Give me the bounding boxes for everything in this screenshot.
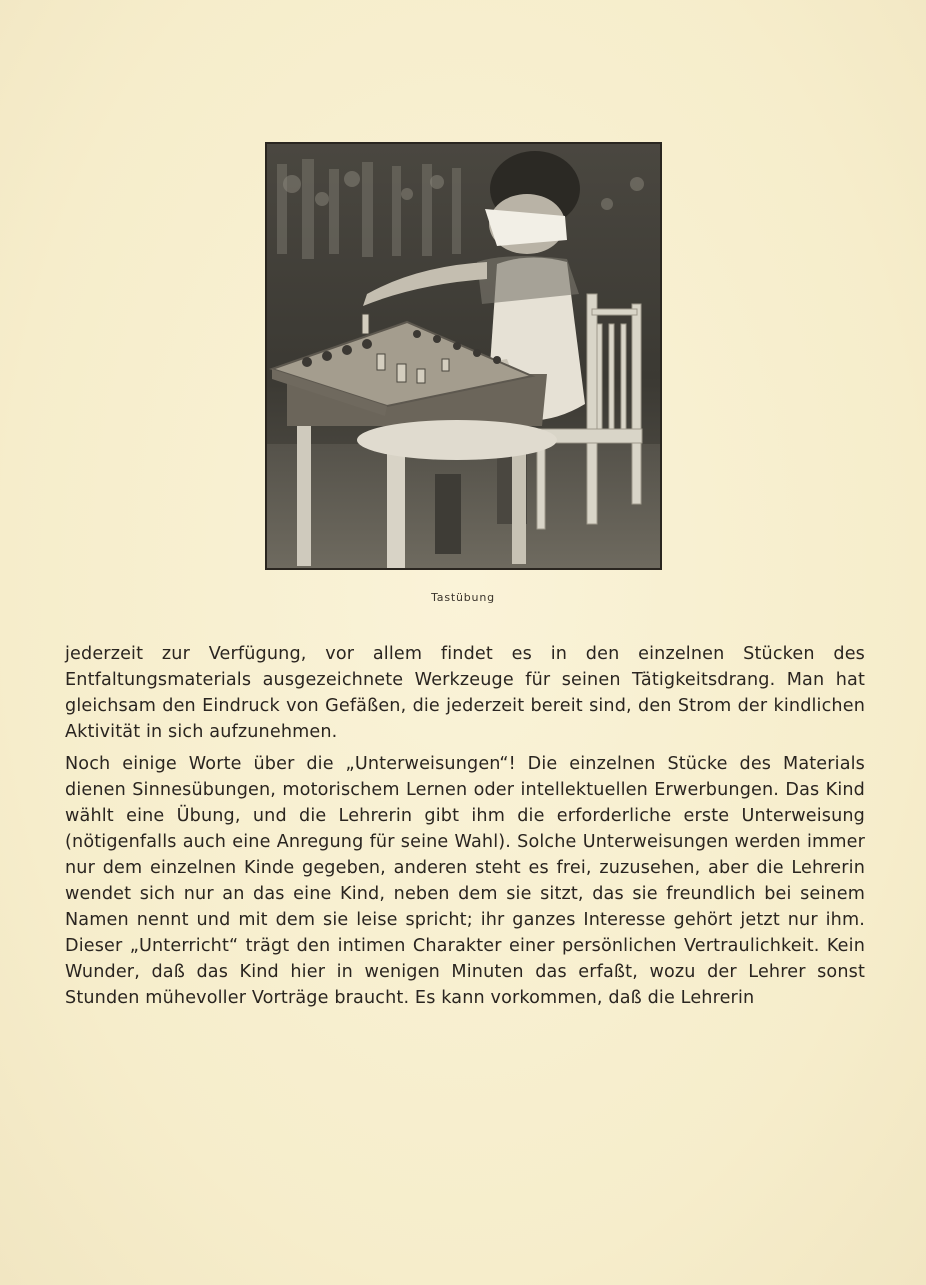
paragraph-1: jederzeit zur Verfügung, vor allem findet es in den einzelnen Stücken des Entfaltungsmaterials ausgezeichnete Werkzeuge für seinen Tätigkeitsdrang. Man hat gleichsam den Eindruck von Gefäßen, die jederzeit bereit sind, den Strom der kindlichen Aktivität in sich aufzunehmen. bbox=[65, 644, 865, 742]
body-text bbox=[65, 641, 865, 1011]
photo-illustration bbox=[267, 144, 660, 568]
paragraph-2: Noch einige Worte über die „Unterweisungen“! Die einzelnen Stücke des Materials dienen Sinnesübungen, motorischem Lernen oder intellektuellen Erwerbungen. Das Kind wählt eine Übung, und die Lehrerin gibt ihm die erforderliche erste Unterweisung (nötigenfalls auch eine Anregung für seine Wahl). Solche Unterweisungen werden immer nur dem einzelnen Kinde gegeben, anderen steht es frei, zuzusehen, aber die Lehrerin wendet sich nur an das eine Kind, neben dem sie sitzt, das sie freundlich bei seinem Namen nennt und mit dem sie leise spricht; ihr ganzes Interesse gehört jetzt nur ihm. Dieser „Unterricht“ trägt den intimen Charakter einer persönlichen Vertraulichkeit. Kein Wunder, daß das Kind hier in wenigen Minuten das erfaßt, wozu der Lehrer sonst Stunden mühevoller Vorträge braucht. Es kann vorkommen, daß die Lehrerin bbox=[65, 754, 865, 1008]
figure-caption: Tastübung bbox=[431, 591, 495, 604]
photograph bbox=[265, 142, 662, 570]
